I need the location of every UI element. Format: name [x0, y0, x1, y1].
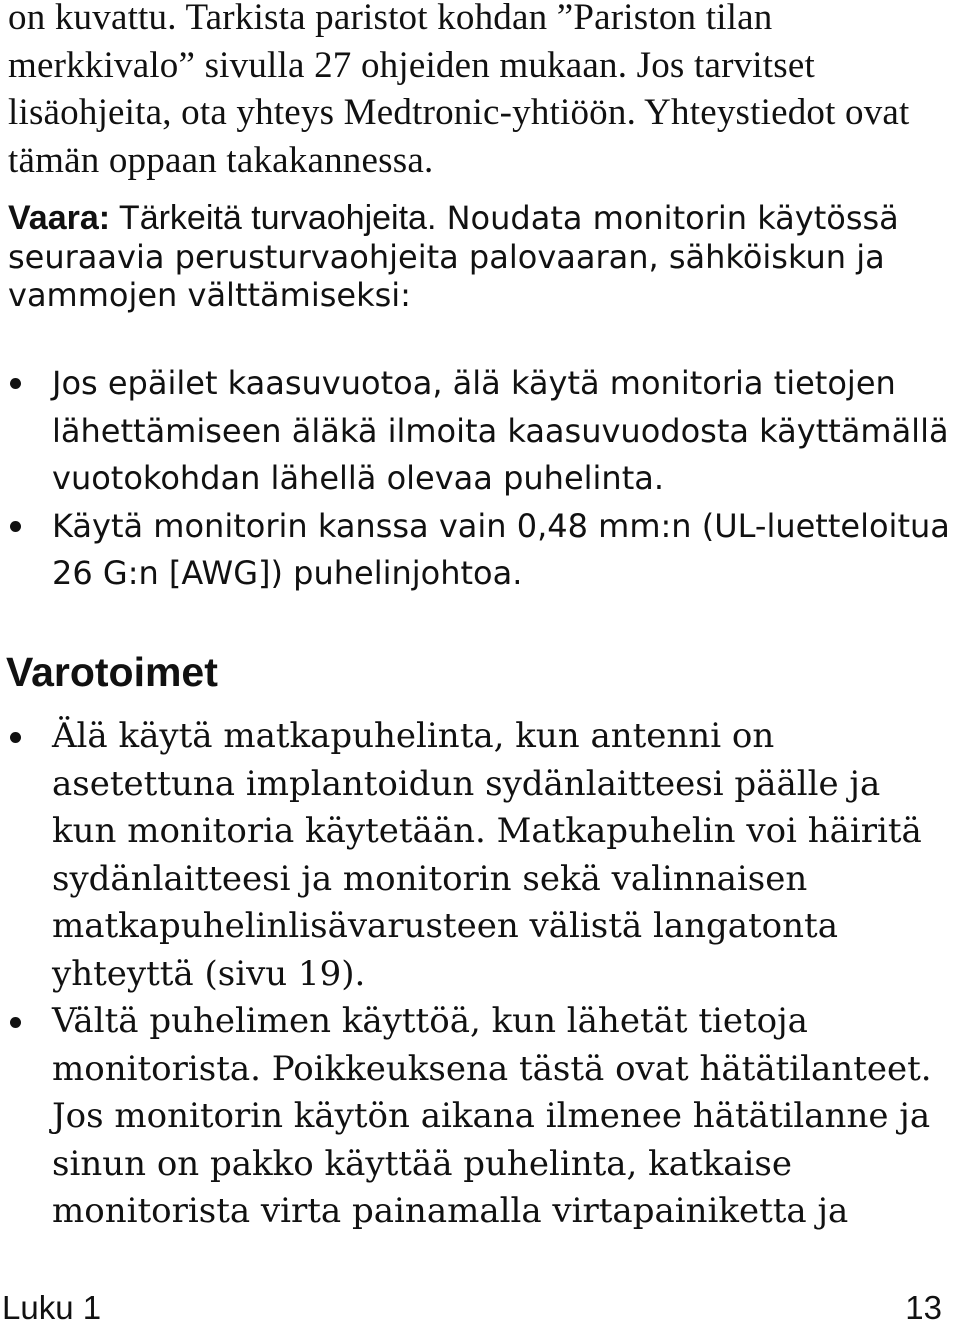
- warning-list: [0, 360, 955, 598]
- page-footer: [0, 1288, 952, 1328]
- list-item: [0, 503, 955, 598]
- list-item-text: Jos epäilet kaasuvuotoa, älä käytä monitoria tietojen lähettämiseen äläkä ilmoita kaasuvuodosta käyttämällä vuotokohdan lähellä olevaa puhelinta.: [52, 364, 949, 497]
- precautions-list: [0, 713, 955, 1236]
- footer-chapter: Luku 1: [2, 1289, 102, 1326]
- warning-text: Noudata monitorin käytössä seuraavia perusturvaohjeita palovaaran, sähköiskun ja vammojen välttämiseksi:: [8, 199, 899, 314]
- intro-paragraph: on kuvattu. Tarkista paristot kohdan ”Pariston tilan merkkivalo” sivulla 27 ohjeiden mukaan. Jos tarvitset lisäohjeita, ota yhteys Medtronic-yhtiöön. Yhteystiedot ovat tämän oppaan takakannessa.: [8, 0, 910, 181]
- list-item-text: Käytä monitorin kanssa vain 0,48 mm:n (UL-luetteloitua 26 G:n [AWG]) puhelinjohtoa.: [52, 506, 950, 592]
- warning-paragraph: [8, 199, 953, 314]
- bullet-icon: [10, 521, 21, 532]
- list-item-text: Älä käytä matkapuhelinta, kun antenni on asetettuna implantoidun sydänlaitteesi päälle ja kun monitoria käytetään. Matkapuhelin voi häiritä sydänlaitteesi ja monitorin sekä valinnaisen matkapuhelinlisävarusteen välistä langatonta yhteyttä (sivu 19).: [52, 716, 922, 994]
- list-item: [0, 713, 955, 998]
- page-number: 13: [905, 1289, 942, 1326]
- list-item-text: Vältä puhelimen käyttöä, kun lähetät tietoja monitorista. Poikkeuksena tästä ovat hätätilanteet. Jos monitorin käytön aikana ilmenee hätätilanne ja sinun on pakko käyttää puhelinta, katkaise monitorista virta painamalla virtapainiketta ja: [52, 1001, 932, 1231]
- bullet-icon: [10, 378, 21, 389]
- warning-label: Vaara:: [8, 199, 111, 237]
- bullet-icon: [10, 732, 21, 743]
- list-item: [0, 998, 955, 1236]
- list-item: [0, 360, 955, 503]
- warning-lead: Tärkeitä turvaohjeita.: [110, 199, 437, 237]
- bullet-icon: [10, 1017, 21, 1028]
- section-heading-precautions: Varotoimet: [6, 649, 218, 695]
